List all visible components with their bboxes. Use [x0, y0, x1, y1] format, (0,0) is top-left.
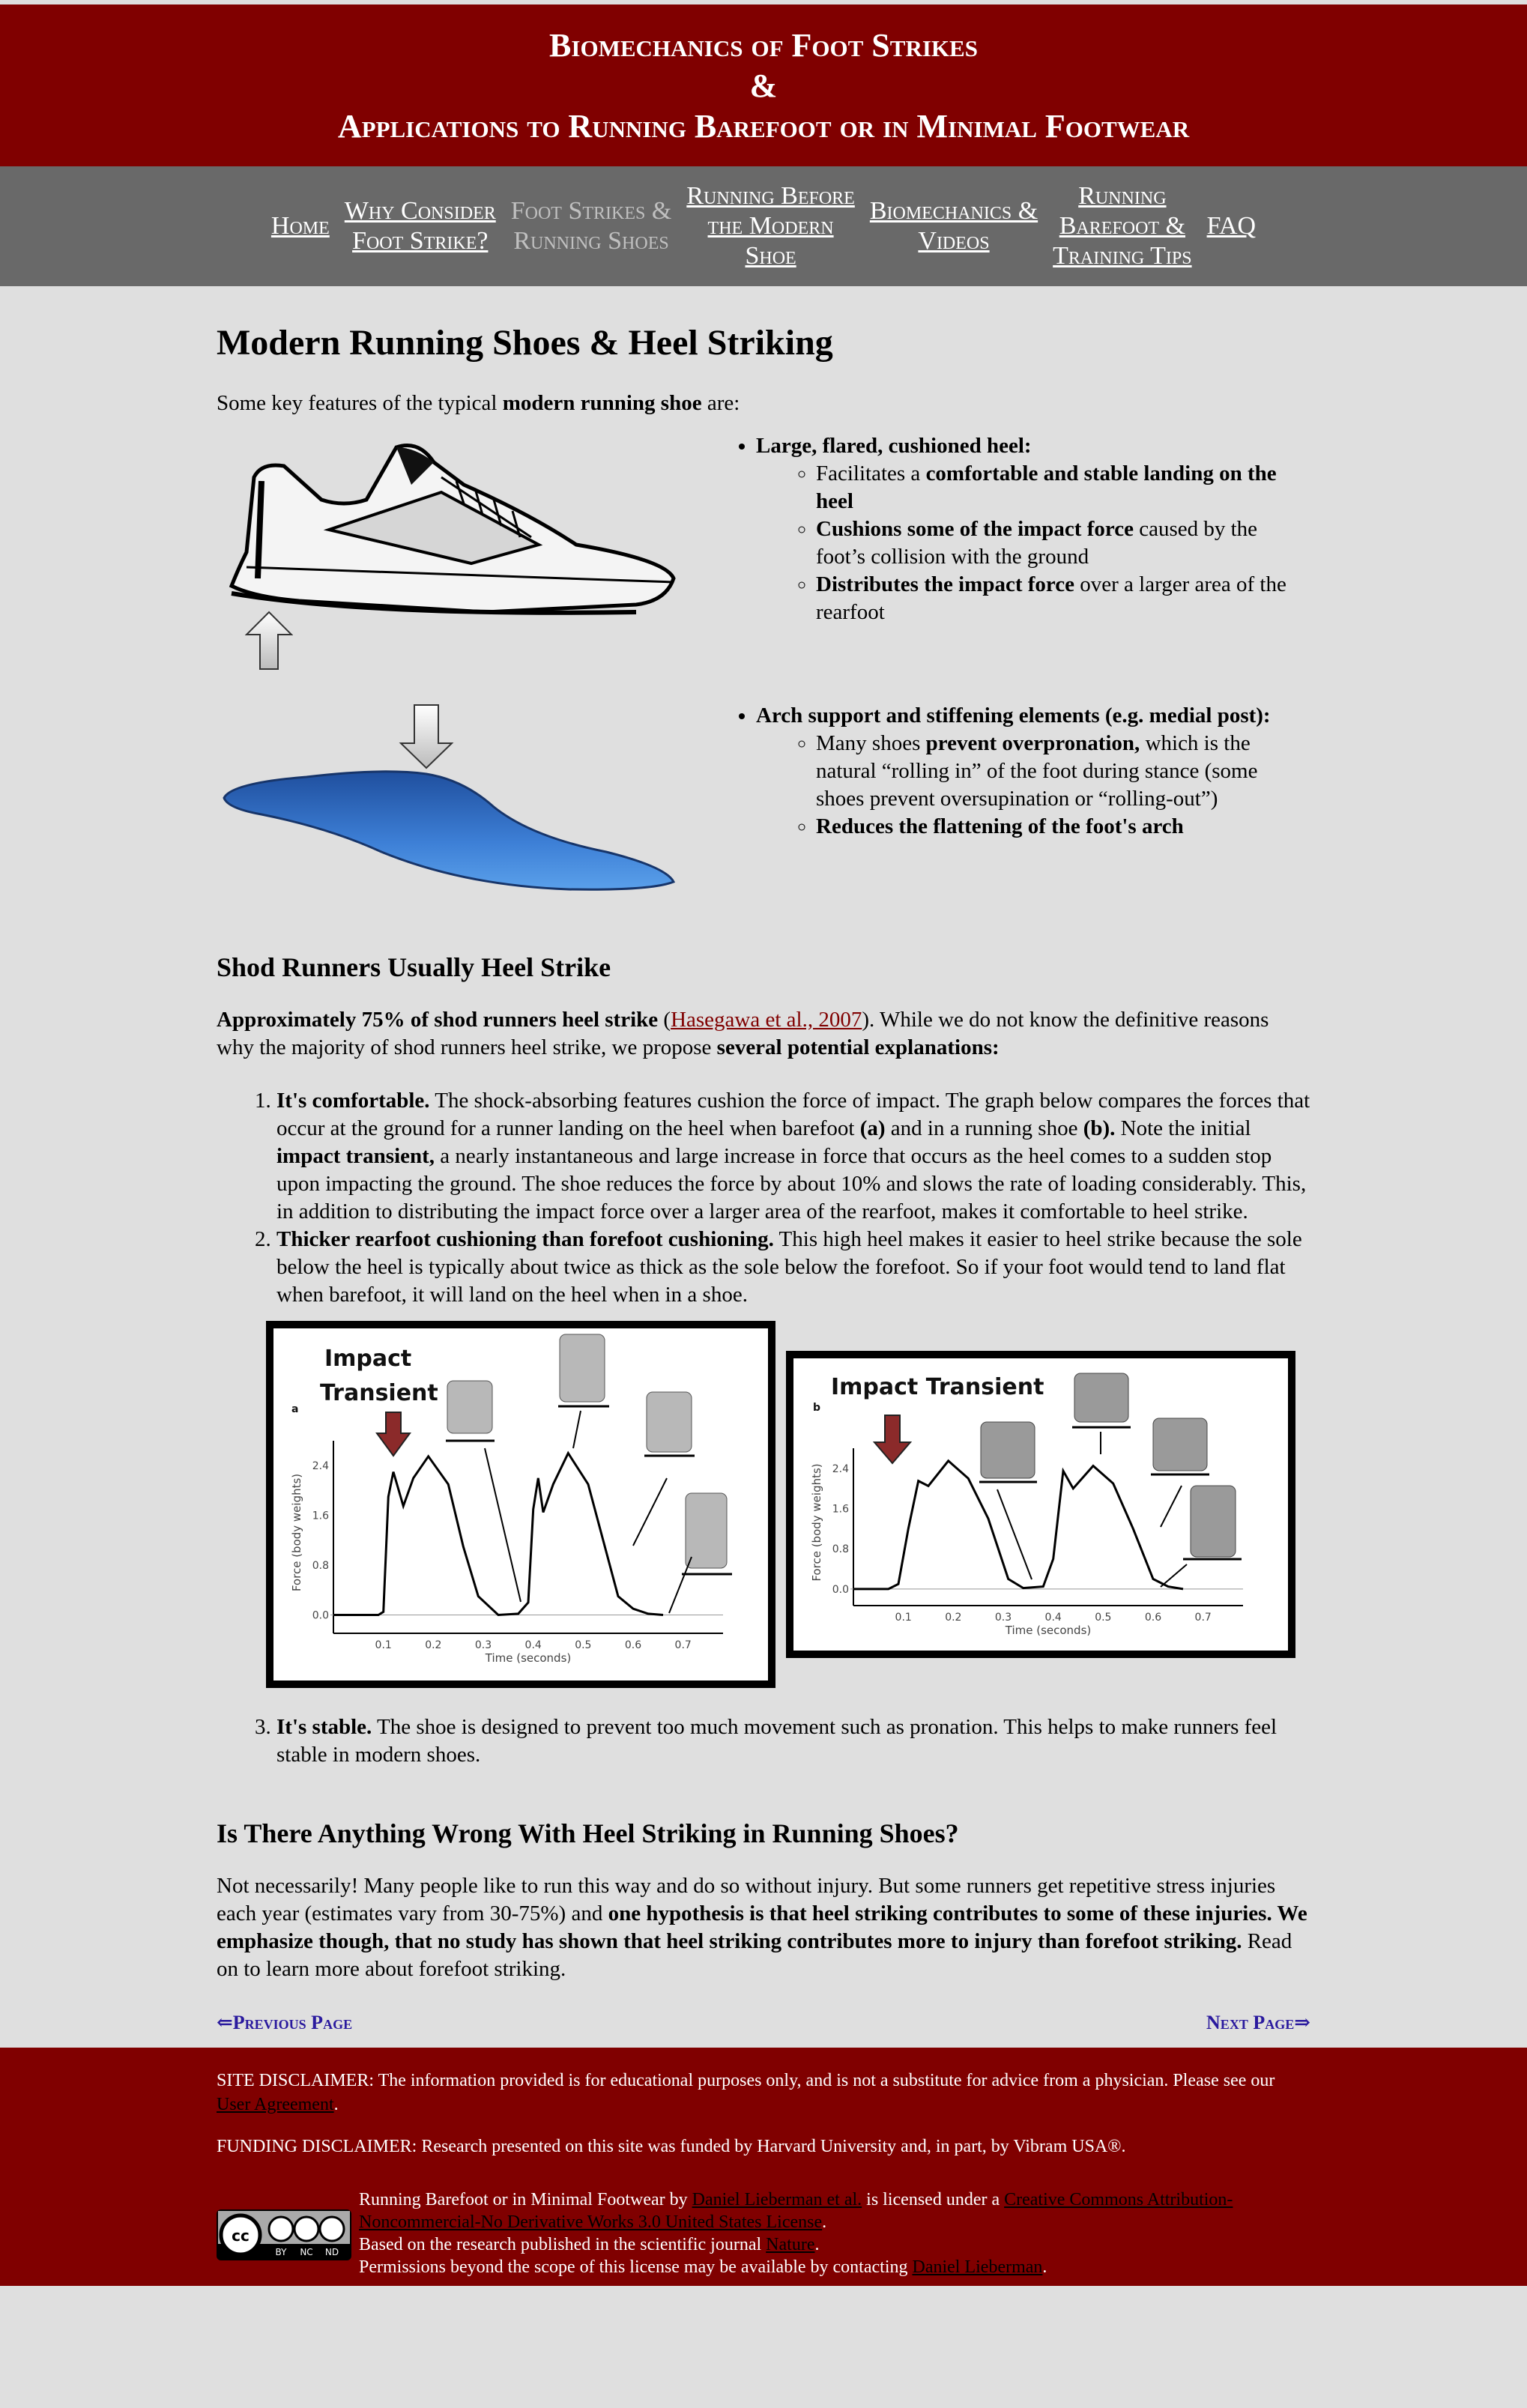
foot-inset-icon [560, 1334, 605, 1402]
label-a: (a) [859, 1116, 886, 1140]
site-title-ampersand: & [749, 67, 778, 104]
wrong-text-end: Read on to learn more about forefoot striking. [217, 1929, 1292, 1981]
site-header [0, 4, 1527, 166]
svg-text:2.4: 2.4 [832, 1462, 849, 1475]
permissions-text: Permissions beyond the scope of this license may be available by contacting [359, 2257, 913, 2277]
svg-text:0.2: 0.2 [425, 1639, 442, 1651]
feature-heel [217, 432, 1310, 680]
feature-point [816, 730, 1310, 813]
nav-faq[interactable] [1200, 211, 1264, 241]
feature-item [756, 702, 1310, 841]
chart-a-title-2: Transient [320, 1380, 438, 1406]
foot-inset-icon [447, 1381, 492, 1433]
shod-bold: Approximately 75% of shod runners heel strike [217, 1008, 659, 1032]
section-heading-wrong: Is There Anything Wrong With Heel Striking in Running Shoes? [217, 1818, 959, 1848]
arch-insole-icon [217, 702, 696, 897]
license-link[interactable]: Creative Commons Attribution-Noncommercial-No Derivative Works 3.0 United States License [359, 2190, 1233, 2232]
license-text [359, 2188, 1310, 2278]
chart-a-panel-label: a [291, 1403, 299, 1415]
pager [217, 2012, 1310, 2034]
svg-text:0.3: 0.3 [474, 1639, 492, 1651]
svg-text:0.6: 0.6 [1144, 1612, 1162, 1624]
svg-text:cc: cc [232, 2227, 250, 2245]
svg-text:Time (seconds): Time (seconds) [485, 1651, 572, 1665]
impact-arrow-icon [874, 1415, 910, 1463]
nav-label-line: Running [1078, 182, 1167, 210]
explanation-text: The shoe is designed to prevent too much movement such as pronation. This helps to make runners feel stable in modern shoes. [276, 1715, 1277, 1767]
nature-link[interactable]: Nature [766, 2235, 815, 2254]
shod-foot-inset-icon [981, 1422, 1035, 1478]
user-agreement-link[interactable]: User Agreement [217, 2095, 334, 2114]
nav-label-line: Why Consider [344, 197, 496, 225]
svg-text:ND: ND [324, 2247, 339, 2257]
shod-text: ( [658, 1008, 671, 1032]
site-disclaimer-text: SITE DISCLAIMER: The information provided is for educational purposes only, and is not a substitute for advice from a physician. Please see our [217, 2071, 1275, 2090]
shod-bold: several potential explanations: [716, 1035, 1000, 1059]
wrong-text: Not necessarily! Many people like to run this way and do so without injury. But some runners get repetitive stress injuries each year (estimates vary from 30-75%) and [217, 1874, 1276, 1926]
shod-foot-inset-icon [1074, 1373, 1128, 1422]
point-text: Many shoes [816, 731, 926, 755]
explanation-item [276, 1087, 1310, 1226]
svg-text:0.3: 0.3 [994, 1612, 1012, 1624]
chart-a-svg [273, 1328, 768, 1681]
nav-why-consider-foot-strike[interactable] [337, 196, 504, 256]
svg-text:0.6: 0.6 [624, 1639, 642, 1651]
svg-text:0.7: 0.7 [674, 1639, 692, 1651]
hasegawa-reference-link[interactable]: Hasegawa et al., 2007 [671, 1008, 862, 1032]
nav-label-line: Running Shoes [513, 227, 669, 255]
nav-home-label: Home [270, 212, 330, 240]
explanation-bold: It's stable. [276, 1715, 372, 1739]
point-text: which is the natural “rolling in” of the foot during stance (some shoes prevent oversupination or “rolling-out”) [816, 731, 1258, 811]
up-arrow-icon [245, 611, 293, 671]
insole-image [217, 702, 696, 901]
research-text: Based on the research published in the scientific journal [359, 2235, 766, 2254]
svg-text:0.0: 0.0 [312, 1609, 329, 1622]
license-pre: Running Barefoot or in Minimal Footwear by [359, 2190, 692, 2209]
wrong-bold: one hypothesis is that heel striking contributes to some of these injuries. We emphasize though, that no study has shown that heel striking contributes more to injury than forefoot striking. [217, 1902, 1307, 1953]
svg-text:Time (seconds): Time (seconds) [1005, 1624, 1092, 1637]
feature-arch [217, 702, 1310, 897]
feature-item [756, 432, 1310, 626]
svg-text:0.5: 0.5 [575, 1639, 592, 1651]
point-text: Facilitates a [816, 462, 926, 485]
nav-running-before-modern-shoe[interactable] [679, 181, 862, 271]
explanation-text: This high heel makes it easier to heel strike because the sole below the heel is typically about twice as thick as the sole below the forefoot. So if your foot would tend to land flat when barefoot, it will land on the heel when in a shoe. [276, 1227, 1302, 1307]
nav-label-line: Biomechanics & [869, 197, 1038, 225]
impact-arrow-icon [377, 1412, 410, 1456]
feature-heading: Arch support and stiffening elements (e.g. medial post): [756, 704, 1271, 727]
funding-disclaimer: FUNDING DISCLAIMER: Research presented on this site was funded by Harvard University and, in part, by Vibram USA®. [217, 2137, 1126, 2156]
point-bold: Distributes the impact force [816, 572, 1074, 596]
svg-text:0.0: 0.0 [832, 1583, 849, 1596]
svg-text:0.1: 0.1 [375, 1639, 392, 1651]
svg-text:NC: NC [300, 2247, 313, 2257]
point-text: over a larger area of the rearfoot [816, 572, 1286, 624]
site-title-line1: Biomechanics of Foot Strikes [549, 27, 978, 64]
foot-inset-icon [647, 1392, 692, 1452]
point-bold: prevent overpronation, [925, 731, 1140, 755]
explanation-text: The shock-absorbing features cushion the force of impact. The graph below compares the forces that occur at the ground for a runner landing on the heel when barefoot [276, 1089, 1310, 1140]
feature-heading: Large, flared, cushioned heel: [756, 434, 1032, 458]
punct: . [1042, 2257, 1047, 2277]
nav-label-line: Training Tips [1053, 242, 1192, 270]
explanation-bold: impact transient, [276, 1144, 435, 1168]
point-bold: Reduces the flattening of the foot's arch [816, 814, 1184, 838]
svg-text:0.8: 0.8 [312, 1560, 329, 1573]
svg-text:1.6: 1.6 [832, 1503, 849, 1516]
svg-text:BY: BY [275, 2247, 287, 2257]
feature-point [816, 813, 1310, 841]
svg-text:2.4: 2.4 [312, 1460, 329, 1473]
wrong-paragraph [217, 1872, 1310, 1983]
svg-text:0.4: 0.4 [1044, 1612, 1062, 1624]
explanation-bold: Thicker rearfoot cushioning than forefoot cushioning. [276, 1227, 774, 1251]
shod-text: ). While we do not know the definitive reasons why the majority of shod runners heel strike, we propose [217, 1008, 1269, 1059]
nav-running-barefoot-training-tips[interactable] [1045, 181, 1199, 271]
feature-arch-text [696, 702, 1310, 841]
explanation-item [276, 1226, 1310, 1688]
feature-heel-text [696, 432, 1310, 626]
previous-page-link[interactable]: ⇐Previous Page [217, 2012, 353, 2033]
nav-label-line: Shoe [745, 242, 796, 270]
creative-commons-badge[interactable] [217, 2209, 351, 2260]
running-shoe-image [217, 432, 696, 683]
chart-b-title: Impact Transient [831, 1374, 1044, 1400]
explanation-text: and in a running shoe [885, 1116, 1083, 1140]
next-page-link[interactable]: Next Page⇒ [1206, 2012, 1310, 2033]
shod-foot-inset-icon [1153, 1418, 1207, 1471]
explanations-list [217, 1087, 1310, 1769]
svg-text:0.5: 0.5 [1095, 1612, 1112, 1624]
author-link[interactable]: Daniel Lieberman et al. [692, 2190, 862, 2209]
force-chart-barefoot [266, 1321, 775, 1688]
feature-list [711, 702, 1310, 841]
license-block [217, 2188, 1310, 2278]
explanation-item [276, 1713, 1310, 1769]
license-mid: is licensed under a [862, 2190, 1005, 2209]
explanation-text: a nearly instantaneous and large increase in force that occurs as the heel comes to a sudden stop upon impacting the ground. The shoe reduces the force by about 10% and slows the rate of loading considerably. This, in addition to distributing the impact force over a larger area of the rearfoot, makes it comfortable to heel strike. [276, 1144, 1307, 1223]
page-title: Modern Running Shoes & Heel Striking [217, 323, 833, 363]
explanation-text: Note the initial [1115, 1116, 1251, 1140]
intro-bold: modern running shoe [502, 391, 702, 415]
intro-text: Some key features of the typical [217, 391, 503, 415]
point-bold: Cushions some of the impact force [816, 517, 1134, 541]
explanation-bold: It's comfortable. [276, 1089, 430, 1113]
svg-text:Force (body weights): Force (body weights) [810, 1463, 823, 1582]
lieberman-contact-link[interactable]: Daniel Lieberman [912, 2257, 1043, 2277]
force-chart-shod [786, 1351, 1295, 1658]
nav-label-line: Videos [918, 227, 990, 255]
down-arrow-icon [401, 705, 452, 768]
nav-foot-strikes-running-shoes[interactable] [504, 196, 680, 256]
nav-faq-label: FAQ [1206, 212, 1257, 240]
chart-a-title-1: Impact [324, 1346, 412, 1372]
svg-text:0.1: 0.1 [895, 1612, 912, 1624]
feature-point [816, 460, 1310, 515]
main-content [217, 286, 1310, 2034]
chart-b-panel-label: b [813, 1402, 821, 1414]
site-title-line2: Applications to Running Barefoot or in Minimal Footwear [337, 108, 1190, 145]
site-footer [0, 2048, 1527, 2286]
punct: . [814, 2235, 820, 2254]
section-heading-shod: Shod Runners Usually Heel Strike [217, 952, 611, 982]
shod-foot-inset-icon [1191, 1486, 1236, 1557]
main-nav [0, 166, 1527, 286]
nav-label-line: Foot Strike? [352, 227, 489, 255]
nav-label-line: Foot Strikes & [510, 197, 672, 225]
svg-text:0.7: 0.7 [1194, 1612, 1212, 1624]
cc-by-nc-nd-icon [218, 2211, 350, 2259]
punct: . [333, 2095, 339, 2114]
intro-text-end: are: [701, 391, 740, 415]
intro-paragraph [217, 390, 1310, 417]
site-disclaimer [217, 2069, 1310, 2117]
svg-text:1.6: 1.6 [312, 1510, 329, 1522]
shod-paragraph [217, 1006, 1310, 1062]
feature-point [816, 515, 1310, 571]
label-b: (b). [1083, 1116, 1116, 1140]
svg-text:0.2: 0.2 [945, 1612, 962, 1624]
nav-label-line: Barefoot & [1059, 212, 1186, 240]
feature-list [711, 432, 1310, 626]
point-text: caused by the foot’s collision with the ground [816, 517, 1258, 569]
nav-label-line: Running Before [686, 182, 855, 210]
nav-label-line: the Modern [707, 212, 834, 240]
foot-inset-icon [686, 1493, 727, 1568]
nav-biomechanics-videos[interactable] [862, 196, 1045, 256]
nav-home[interactable] [264, 211, 337, 241]
force-charts [266, 1321, 1310, 1688]
svg-text:0.8: 0.8 [832, 1543, 849, 1556]
punct: . [822, 2212, 827, 2232]
svg-text:0.4: 0.4 [524, 1639, 542, 1651]
chart-b-svg [793, 1358, 1288, 1651]
point-bold: comfortable and stable landing on the heel [816, 462, 1277, 513]
svg-text:Force (body weights): Force (body weights) [290, 1473, 303, 1592]
feature-point [816, 571, 1310, 626]
